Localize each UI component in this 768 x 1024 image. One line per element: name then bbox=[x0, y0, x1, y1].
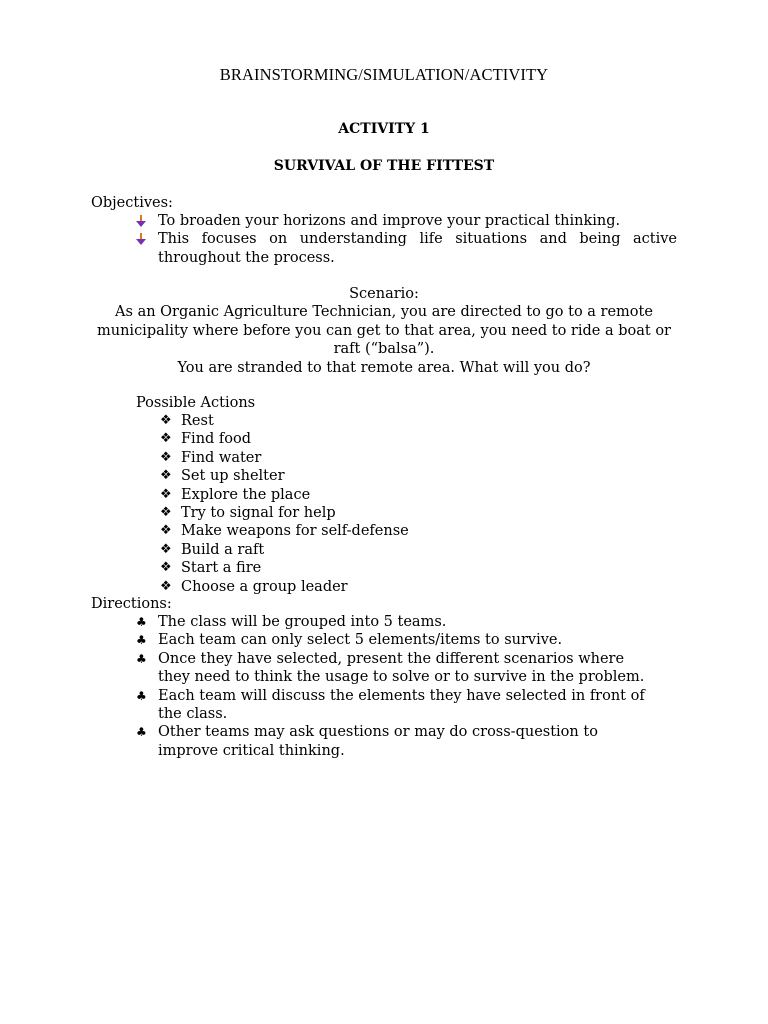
arrow-down-icon bbox=[136, 233, 146, 245]
activity-title: SURVIVAL OF THE FITTEST bbox=[273, 158, 495, 174]
action-item bbox=[160, 430, 409, 448]
club-icon: ♣ bbox=[136, 633, 147, 648]
diamond-icon: ❖ bbox=[160, 505, 172, 521]
direction-text: Each team will discuss the elements they have selected in front of the class. bbox=[158, 687, 645, 723]
direction-text: Once they have selected, present the different scenarios where they need to think the usage to solve or to survive in the problem. bbox=[158, 650, 645, 686]
action-item bbox=[160, 412, 409, 430]
action-item bbox=[160, 467, 409, 485]
direction-item bbox=[136, 723, 677, 760]
action-text: Choose a group leader bbox=[181, 578, 348, 595]
direction-item bbox=[136, 613, 677, 631]
action-item bbox=[160, 541, 409, 559]
action-text: Build a raft bbox=[181, 541, 265, 558]
club-icon: ♣ bbox=[136, 725, 147, 740]
action-text: Start a fire bbox=[181, 560, 262, 577]
objective-item bbox=[136, 230, 677, 267]
action-item bbox=[160, 486, 409, 504]
scenario-label: Scenario: bbox=[349, 286, 419, 302]
diamond-icon: ❖ bbox=[160, 449, 172, 465]
direction-item bbox=[136, 650, 677, 687]
objectives-label: Objectives: bbox=[91, 195, 173, 211]
scenario-block bbox=[94, 285, 674, 377]
diamond-icon: ❖ bbox=[160, 486, 172, 502]
possible-actions-label: Possible Actions bbox=[136, 395, 256, 411]
direction-text: The class will be grouped into 5 teams. bbox=[158, 614, 447, 630]
diamond-icon: ❖ bbox=[160, 560, 172, 576]
directions-list bbox=[136, 613, 677, 760]
action-item bbox=[160, 578, 409, 596]
action-text: Rest bbox=[181, 413, 214, 429]
objective-item bbox=[136, 212, 677, 230]
diamond-icon: ❖ bbox=[160, 541, 172, 557]
direction-text: Other teams may ask questions or may do cross-question to improve critical thinking. bbox=[158, 724, 598, 759]
arrow-down-icon bbox=[136, 215, 146, 227]
scenario-text: As an Organic Agriculture Technician, you are directed to go to a remote municipality where before you can get to that area, you need to ride a boat or raft (“balsa”). bbox=[97, 304, 671, 358]
action-text: Set up shelter bbox=[181, 468, 285, 485]
club-icon: ♣ bbox=[136, 651, 147, 666]
activity-number: ACTIVITY 1 bbox=[338, 121, 430, 137]
action-text: Find water bbox=[181, 449, 262, 466]
diamond-icon: ❖ bbox=[160, 468, 172, 484]
action-item bbox=[160, 522, 409, 540]
action-item bbox=[160, 559, 409, 577]
objective-text: To broaden your horizons and improve your practical thinking. bbox=[158, 213, 621, 229]
club-icon: ♣ bbox=[136, 688, 147, 703]
diamond-icon: ❖ bbox=[160, 578, 172, 594]
direction-item bbox=[136, 687, 677, 724]
diamond-icon: ❖ bbox=[160, 413, 172, 428]
diamond-icon: ❖ bbox=[160, 523, 172, 539]
possible-actions-list bbox=[160, 412, 409, 596]
action-text: Make weapons for self-defense bbox=[181, 523, 409, 540]
scenario-question: You are stranded to that remote area. What will you do? bbox=[177, 359, 591, 376]
action-text: Try to signal for help bbox=[181, 505, 336, 522]
objectives-list bbox=[136, 212, 677, 267]
action-text: Find food bbox=[181, 431, 252, 448]
action-item bbox=[160, 449, 409, 467]
club-icon: ♣ bbox=[136, 615, 147, 629]
diamond-icon: ❖ bbox=[160, 431, 172, 447]
direction-text: Each team can only select 5 elements/items to survive. bbox=[158, 632, 563, 649]
objective-text: This focuses on understanding life situations and being active throughout the process. bbox=[158, 231, 677, 266]
document-header: BRAINSTORMING/SIMULATION/ACTIVITY bbox=[219, 65, 549, 84]
action-text: Explore the place bbox=[181, 486, 311, 503]
directions-label: Directions: bbox=[91, 596, 172, 612]
direction-item bbox=[136, 631, 677, 649]
action-item bbox=[160, 504, 409, 522]
